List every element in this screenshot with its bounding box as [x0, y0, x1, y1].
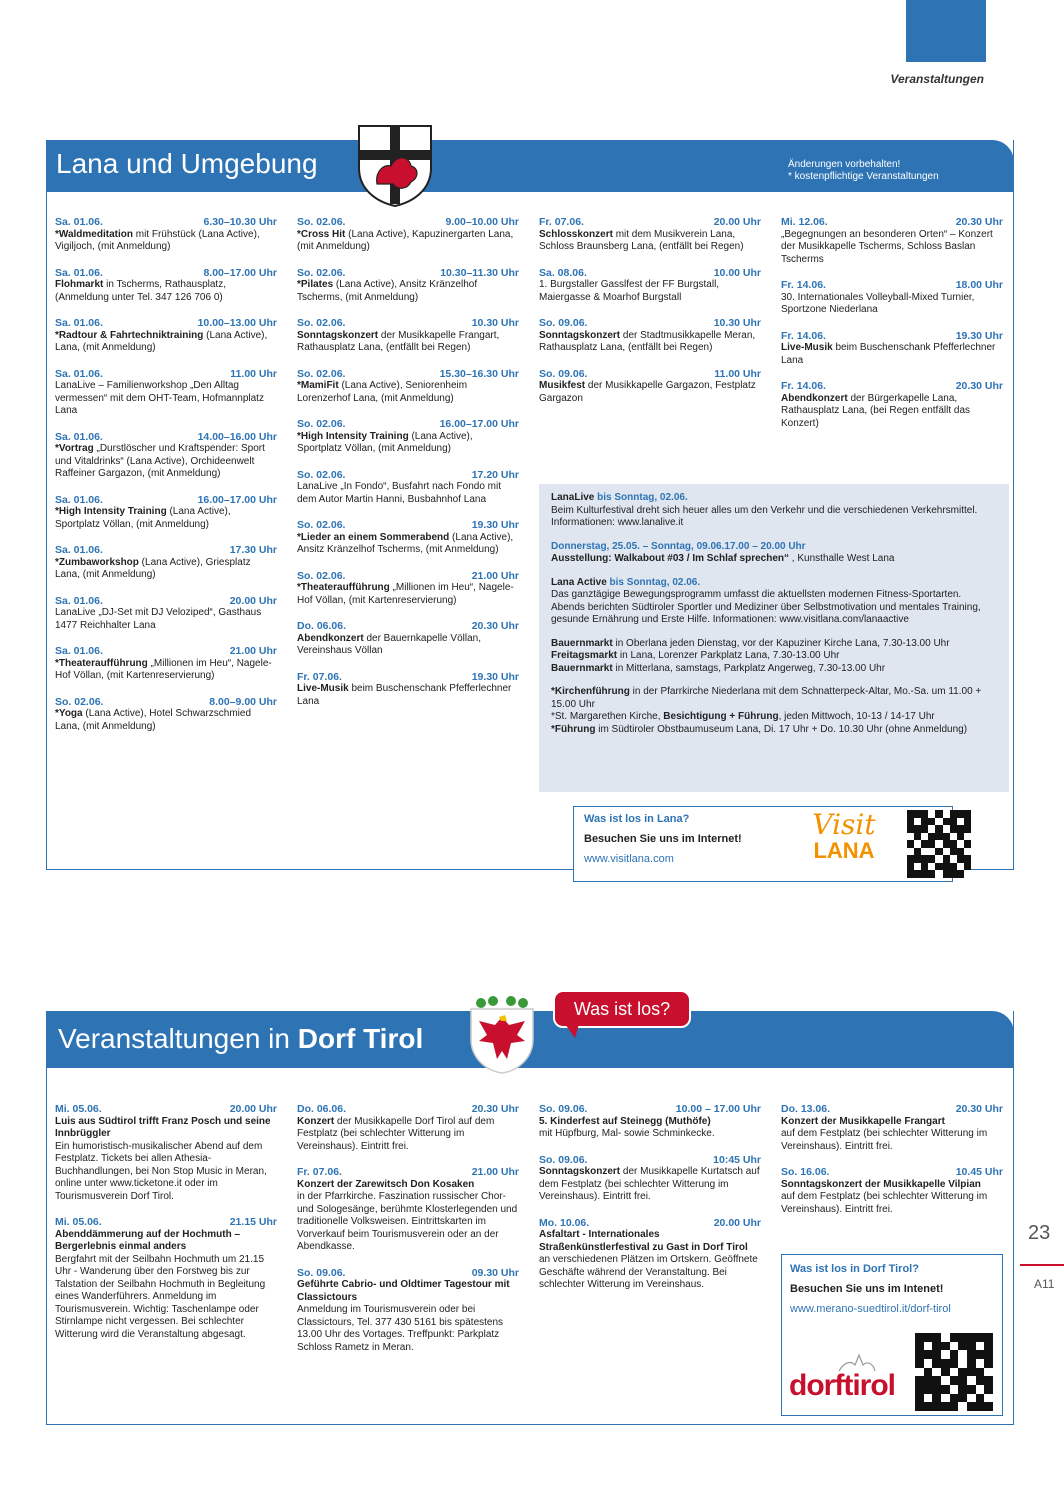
- event-time: 20.30 Uhr: [955, 216, 1003, 228]
- event-date: So. 09.06.: [539, 367, 588, 380]
- event-description: *Pilates (Lana Active), Ansitz Kränzelhof Tscherms, (mit Anmeldung): [297, 279, 478, 303]
- event-item: [539, 368, 761, 406]
- web-cta: Besuchen Sie uns im Intenet!: [790, 1283, 944, 1295]
- event-item: [781, 1166, 1003, 1216]
- lana-panel: [46, 140, 1014, 870]
- event-description: Sonntagskonzert der Musikkapelle Frangart, Rathausplatz Lana, (entfällt bei Regen): [297, 329, 500, 353]
- lana-web-box: [573, 806, 953, 882]
- lana-title: Lana und Umgebung: [56, 148, 318, 179]
- lana-col-4: [781, 216, 1003, 443]
- event-item: [55, 696, 277, 734]
- tirol-col-4: [781, 1103, 1003, 1229]
- event-time: 20.30 Uhr: [471, 1103, 519, 1115]
- event-description: Sonntagskonzert der Stadtmusikkapelle Meran, Rathausplatz Lana, (entfällt bei Regen): [539, 329, 756, 353]
- event-date: Mo. 10.06.: [539, 1216, 590, 1229]
- event-description: Asfaltart - Internationales Straßenkünstlerfestival zu Gast in Dorf Tirol an verschiedenen Plätzen im Ortskern. Geöffnete Geschäfte während der Veranstaltung. Bei schlechter Witterung im Vereinshaus.: [539, 1229, 758, 1290]
- event-time: 15.30–16.30 Uhr: [439, 367, 519, 380]
- event-time: 09.30 Uhr: [471, 1266, 519, 1279]
- visit-lana-logo: Visit LANA: [812, 808, 876, 863]
- event-description: Konzert der Musikkapelle Frangart auf dem Festplatz (bei schlechter Witterung im Vereinshaus). Eintritt frei.: [781, 1115, 988, 1152]
- event-date: Sa. 01.06.: [55, 594, 103, 607]
- event-item: [55, 1216, 277, 1341]
- event-date: So. 09.06.: [297, 1266, 346, 1279]
- event-item: [55, 544, 277, 582]
- event-date: Sa. 01.06.: [55, 493, 103, 506]
- event-date: Fr. 07.06.: [297, 670, 342, 683]
- section-tab: [906, 0, 986, 62]
- event-item: [539, 216, 761, 254]
- event-time: 10:45 Uhr: [713, 1153, 761, 1166]
- section-label: Veranstaltungen: [890, 72, 984, 86]
- info-markets: Bauernmarkt in Oberlana jeden Dienstag, vor der Kapuziner Kirche Lana, 7.30-13.00 Uhr Freitagsmarkt in Lana, Lorenzer Parkplatz Lana, 7.30-13.00 Uhr Bauernmarkt in Mitterlana, samstags, Parkplatz Angerweg, 7.30-13.00 Uhr: [551, 637, 950, 674]
- event-time: 9.00–10.00 Uhr: [445, 216, 519, 228]
- event-time: 16.00–17.00 Uhr: [197, 493, 277, 506]
- event-time: 10.45 Uhr: [955, 1166, 1003, 1178]
- whats-on-bubble: Was ist los?: [553, 990, 691, 1028]
- event-description: 5. Kinderfest auf Steinegg (Muthöfe) mit Hüpfburg, Mal- sowie Schminkecke.: [539, 1115, 715, 1139]
- event-date: Do. 06.06.: [297, 620, 347, 632]
- event-description: *Theateraufführung „Millionen im Heu“, Nagele-Hof Völlan, (mit Kartenreservierung): [55, 657, 272, 681]
- event-date: Sa. 01.06.: [55, 266, 103, 279]
- event-item: [297, 368, 519, 406]
- event-date: Fr. 14.06.: [781, 329, 826, 342]
- event-item: [55, 317, 277, 355]
- event-item: [297, 519, 519, 557]
- event-item: [297, 1103, 519, 1153]
- event-time: 16.00–17.00 Uhr: [439, 418, 519, 430]
- tirol-title: Veranstaltungen in Dorf Tirol: [58, 1023, 424, 1054]
- event-date: Do. 13.06.: [781, 1103, 831, 1115]
- event-description: *Theateraufführung „Millionen im Heu“, Nagele-Hof Völlan, (mit Kartenreservierung): [297, 582, 514, 606]
- info-exhibition: Donnerstag, 25.05. – Sonntag, 09.06.17.00 – 20.00 Uhr Ausstellung: Walkabout #03 / Im Schlaf sprechen“ , Kunsthalle West Lana: [551, 540, 895, 564]
- event-description: Live-Musik beim Buschenschank Pfefferlechner Lana: [781, 342, 996, 366]
- event-time: 19.30 Uhr: [471, 519, 519, 531]
- event-item: [55, 1103, 277, 1203]
- event-item: [55, 494, 277, 532]
- event-description: *Lieder an einem Sommerabend (Lana Active), Ansitz Kränzelhof Tscherms, (mit Anmeldung): [297, 531, 514, 555]
- event-time: 10.00 Uhr: [713, 266, 761, 279]
- event-item: [55, 645, 277, 683]
- tirol-col-2: [297, 1103, 519, 1367]
- event-date: So. 16.06.: [781, 1166, 830, 1178]
- lana-col-2: [297, 216, 519, 721]
- event-item: [297, 671, 519, 709]
- note-changes: Änderungen vorbehalten!: [788, 159, 901, 170]
- event-description: *High Intensity Training (Lana Active), Sportplatz Völlan, (mit Anmeldung): [55, 506, 231, 530]
- event-time: 10.30 Uhr: [713, 317, 761, 329]
- event-date: Sa. 01.06.: [55, 430, 103, 443]
- event-item: [297, 620, 519, 658]
- event-description: Sonntagskonzert der Musikkapelle Vilpian auf dem Festplatz (bei schlechter Witterung im Vereinshaus). Eintritt frei.: [781, 1178, 988, 1215]
- lana-coat-of-arms-icon: [357, 124, 433, 208]
- event-item: [539, 1154, 761, 1204]
- event-item: [781, 216, 1003, 266]
- event-date: Fr. 07.06.: [539, 216, 584, 228]
- event-time: 20.00 Uhr: [713, 1216, 761, 1229]
- note-paid: * kostenpflichtige Veranstaltungen: [788, 171, 939, 182]
- event-time: 20.30 Uhr: [471, 620, 519, 632]
- info-lanalive: LanaLive bis Sonntag, 02.06. Beim Kulturfestival dreht sich heuer alles um den Verkehr und die verschiedenen Verkehrsmittel. Informationen: www.lanalive.it: [551, 492, 978, 528]
- event-description: Luis aus Südtirol trifft Franz Posch und seine Innbrüggler Ein humoristisch-musikalischer Abend auf dem Festplatz. Tickets bei allen Athesia-Buchhandlungen, bei Non Stop Music in Meran, online unter www.ticketone.it oder im Tourismusverein Dorf Tirol.: [55, 1115, 271, 1202]
- event-time: 20.00 Uhr: [229, 1103, 277, 1115]
- event-description: *MamiFit (Lana Active), Seniorenheim Lorenzerhof Lana, (mit Anmeldung): [297, 380, 468, 404]
- event-date: So. 02.06.: [297, 216, 346, 228]
- page-number: 23: [1028, 1222, 1051, 1244]
- event-date: So. 02.06.: [297, 418, 346, 430]
- event-date: So. 02.06.: [297, 317, 346, 329]
- event-time: 10.30–11.30 Uhr: [440, 266, 519, 279]
- event-date: Fr. 07.06.: [297, 1166, 342, 1178]
- tirol-col-1: [55, 1103, 277, 1354]
- event-item: [55, 216, 277, 254]
- info-lana-active: Lana Active bis Sonntag, 02.06. Das ganztägige Bewegungsprogramm umfasst die aktuellsten modernen Fitness-Sportarten. Abends berichten Südtiroler Sportler und Mediziner über Selbstmotivation und mentales Training, gesunde Ernährung und Erste Hilfe. Informationen: www.visitlana.com/lanaactive: [551, 576, 981, 625]
- web-link[interactable]: www.visitlana.com: [584, 853, 674, 865]
- event-date: Do. 06.06.: [297, 1103, 347, 1115]
- tirol-col-3: [539, 1103, 761, 1305]
- event-time: 14.00–16.00 Uhr: [197, 430, 277, 443]
- event-item: [781, 1103, 1003, 1153]
- event-item: [539, 1217, 761, 1292]
- event-item: [539, 1103, 761, 1141]
- event-description: LanaLive „DJ-Set mit DJ Veloziped“, Gasthaus 1477 Reichhalter Lana: [55, 607, 262, 631]
- event-date: Fr. 14.06.: [781, 380, 826, 392]
- event-description: Musikfest der Musikkapelle Gargazon, Festplatz Gargazon: [539, 380, 756, 404]
- event-item: [55, 595, 277, 633]
- web-question: Was ist los in Lana?: [584, 813, 690, 825]
- event-date: So. 02.06.: [297, 367, 346, 380]
- event-date: Sa. 01.06.: [55, 216, 103, 228]
- event-item: [539, 267, 761, 305]
- event-time: 20.00 Uhr: [229, 594, 277, 607]
- event-description: LanaLive „In Fondo“, Busfahrt nach Fondo mit dem Autor Martin Hanni, Busbahnhof Lana: [297, 481, 502, 505]
- event-time: 20.30 Uhr: [955, 1103, 1003, 1115]
- event-time: 10.30 Uhr: [471, 317, 519, 329]
- tirol-qr-code: [915, 1333, 993, 1411]
- event-date: So. 02.06.: [297, 266, 346, 279]
- event-date: So. 09.06.: [539, 1153, 588, 1166]
- bubble-tail: [565, 1024, 579, 1038]
- event-item: [781, 279, 1003, 317]
- event-time: 8.00–17.00 Uhr: [203, 266, 277, 279]
- event-description: *Vortrag „Durstlöscher und Kraftspender: Sport und Vitaldrinks“ (Lana Active), Orchideenwelt Raffeiner Gargazon, (mit Anmeldung): [55, 443, 265, 479]
- event-description: *Waldmeditation mit Frühstück (Lana Active), Vigiljoch, (mit Anmeldung): [55, 228, 260, 252]
- event-description: Konzert der Zarewitsch Don Kosaken in der Pfarrkirche. Faszination russischer Chor- und Sologesänge, berühmte Klosterlegenden und traditionelle Volksweisen. Eintrittskarten im Vorverkauf beim Tourismusverein oder an der Abendkasse.: [297, 1178, 518, 1252]
- event-time: 21.15 Uhr: [229, 1216, 277, 1228]
- event-time: 21.00 Uhr: [471, 1166, 519, 1178]
- event-time: 20.00 Uhr: [713, 216, 761, 228]
- page-code: A11: [1034, 1277, 1055, 1291]
- event-description: Live-Musik beim Buschenschank Pfefferlechner Lana: [297, 683, 512, 707]
- event-date: Mi. 12.06.: [781, 216, 828, 228]
- event-date: So. 02.06.: [297, 468, 346, 481]
- event-description: *Yoga (Lana Active), Hotel Schwarzschmied Lana, (mit Anmeldung): [55, 708, 252, 732]
- event-item: [781, 330, 1003, 368]
- event-time: 21.00 Uhr: [229, 645, 277, 657]
- info-tours: *Kirchenführung in der Pfarrkirche Niederlana mit dem Schnatterpeck-Altar, Mo.-Sa. um 11.00 + 15.00 Uhr *St. Margarethen Kirche, Besichtigung + Führung, jeden Mittwoch, 10-13 / 14-17 Uhr *Führung im Südtiroler Obstbaumuseum Lana, Di. 17 Uhr + Do. 10.30 Uhr (ohne Anmeldung): [551, 686, 982, 735]
- event-item: [297, 317, 519, 355]
- event-time: 18.00 Uhr: [955, 279, 1003, 291]
- event-item: [55, 431, 277, 481]
- event-time: 20.30 Uhr: [955, 380, 1003, 392]
- event-item: [539, 317, 761, 355]
- event-description: Abendkonzert der Bürgerkapelle Lana, Rathausplatz Lana, (bei Regen entfällt das Konzert): [781, 392, 971, 429]
- event-date: Mi. 05.06.: [55, 1103, 102, 1115]
- event-time: 10.00 – 17.00 Uhr: [675, 1103, 761, 1115]
- event-time: 11.00 Uhr: [714, 367, 761, 380]
- web-link[interactable]: www.merano-suedtirol.it/dorf-tirol: [790, 1303, 951, 1315]
- dorf-tirol-logo: dorftirol: [789, 1369, 895, 1402]
- event-date: Sa. 01.06.: [55, 544, 103, 556]
- event-date: Sa. 08.06.: [539, 266, 587, 279]
- event-description: 30. Internationales Volleyball-Mixed Turnier, Sportzone Niederlana: [781, 291, 975, 315]
- dorf-tirol-logo-church-icon: [837, 1353, 877, 1373]
- event-time: 10.00–13.00 Uhr: [197, 317, 277, 329]
- tirol-coat-of-arms-icon: [469, 995, 535, 1075]
- event-date: So. 02.06.: [297, 519, 346, 531]
- event-item: [297, 469, 519, 507]
- event-time: 6.30–10.30 Uhr: [203, 216, 277, 228]
- lana-col-1: [55, 216, 277, 746]
- event-date: Sa. 01.06.: [55, 645, 103, 657]
- event-description: Konzert der Musikkapelle Dorf Tirol auf dem Festplatz (bei schlechter Witterung im Vereinshaus). Eintritt frei.: [297, 1115, 495, 1152]
- event-date: Sa. 01.06.: [55, 367, 103, 380]
- lana-col-3: [539, 216, 761, 418]
- lana-info-box: [539, 484, 1009, 792]
- event-description: Abendkonzert der Bauernkapelle Völlan, Vereinshaus Völlan: [297, 632, 481, 656]
- event-description: *Cross Hit (Lana Active), Kapuzinergarten Lana, (mit Anmeldung): [297, 228, 514, 252]
- event-description: *Radtour & Fahrtechniktraining (Lana Active), Lana, (mit Anmeldung): [55, 329, 268, 353]
- lana-notes: [788, 159, 939, 183]
- event-description: Schlosskonzert mit dem Musikverein Lana, Schloss Braunsberg Lana, (entfällt bei Regen): [539, 228, 744, 252]
- event-item: [297, 216, 519, 254]
- event-item: [297, 418, 519, 456]
- event-time: 8.00–9.00 Uhr: [209, 695, 277, 708]
- event-item: [55, 267, 277, 305]
- page-number-rule: [1020, 1264, 1064, 1266]
- event-time: 19.30 Uhr: [955, 329, 1003, 342]
- event-description: „Begegnungen an besonderen Orten“ – Konzert der Musikkapelle Tscherms, Schloss Baslan Tscherms: [781, 228, 993, 265]
- event-date: So. 02.06.: [55, 695, 104, 708]
- event-time: 21.00 Uhr: [471, 569, 519, 582]
- event-date: Mi. 05.06.: [55, 1216, 102, 1228]
- event-item: [55, 368, 277, 418]
- event-time: 19.30 Uhr: [471, 670, 519, 683]
- event-description: Abenddämmerung auf der Hochmuth – Bergerlebnis einmal anders Bergfahrt mit der Seilbahn Hochmuth um 21.15 Uhr - Wanderung über den Forstweg bis zur Talstation der Seilbahn Hochmuth in Begleitung eines Wanderführers. Anmeldung im Tourismusverein. Wichtig: Taschenlampe oder Stirnlampe nicht vergessen. Bei schlechter Witterung wird die Veranstaltung abgesagt.: [55, 1228, 266, 1340]
- event-date: So. 09.06.: [539, 1103, 588, 1115]
- event-date: Fr. 14.06.: [781, 279, 826, 291]
- event-date: So. 09.06.: [539, 317, 588, 329]
- event-description: *Zumbaworkshop (Lana Active), Griesplatz Lana, (mit Anmeldung): [55, 556, 251, 580]
- event-time: 11.00 Uhr: [230, 367, 277, 380]
- web-question: Was ist los in Dorf Tirol?: [790, 1263, 919, 1275]
- event-item: [781, 380, 1003, 430]
- event-time: 17.30 Uhr: [229, 544, 277, 556]
- event-date: Sa. 01.06.: [55, 317, 103, 329]
- lana-panel-header: [46, 140, 1014, 192]
- event-item: [297, 1267, 519, 1355]
- event-item: [297, 267, 519, 305]
- event-description: LanaLive – Familienworkshop „Den Alltag vermessen“ mit dem OHT-Team, Hofmannplatz Lana: [55, 380, 264, 416]
- event-description: *High Intensity Training (Lana Active), Sportplatz Völlan, (mit Anmeldung): [297, 430, 473, 454]
- event-description: 1. Burgstaller Gasslfest der FF Burgstall, Maiergasse & Moarhof Burgstall: [539, 279, 720, 303]
- event-description: Flohmarkt in Tscherms, Rathausplatz, (Anmeldung unter Tel. 347 126 706 0): [55, 279, 226, 303]
- event-date: So. 02.06.: [297, 569, 346, 582]
- lana-qr-code: [907, 810, 971, 878]
- event-item: [297, 570, 519, 608]
- web-cta: Besuchen Sie uns im Internet!: [584, 833, 742, 845]
- event-description: Sonntagskonzert der Musikkapelle Kurtatsch auf dem Festplatz (bei schlechter Witterung im Vereinshaus). Eintritt frei.: [539, 1166, 760, 1202]
- event-description: Geführte Cabrio- und Oldtimer Tagestour mit Classictours Anmeldung im Tourismusverein oder bei Classictours, Tel. 377 430 5161 bis spätestens 13.00 Uhr des Vortages. Treffpunkt: Parkplatz Schloss Rametz in Meran.: [297, 1279, 510, 1353]
- tirol-panel: [46, 999, 1014, 1425]
- event-time: 17.20 Uhr: [471, 468, 519, 481]
- event-item: [297, 1166, 519, 1254]
